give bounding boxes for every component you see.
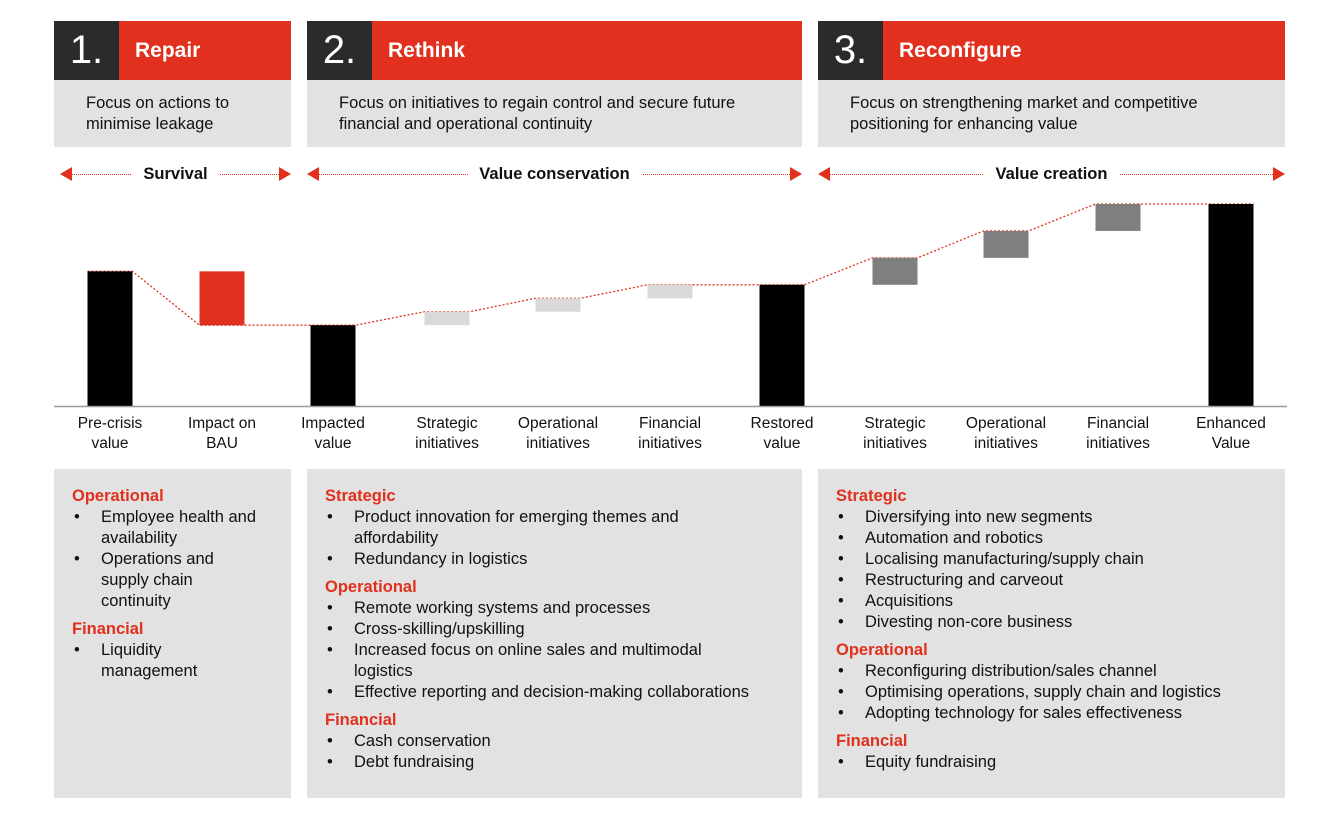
list-item [325, 619, 802, 640]
waterfall-bar [1209, 204, 1254, 406]
list-item-line: • Diversifying into new segments [865, 508, 1093, 526]
phase-description: Focus on initiatives to regain control and secure future financial and operational continuity [307, 80, 802, 147]
list-item-line: • Redundancy in logistics [354, 550, 528, 568]
list-section [836, 640, 1285, 724]
category-label-line: value [314, 435, 352, 452]
list-panel-repair [54, 469, 291, 798]
category-label [50, 414, 170, 454]
waterfall-connector-line [88, 204, 1254, 325]
list-item [836, 570, 1285, 591]
waterfall-bar [984, 231, 1029, 258]
list-item-line: • Operations and [101, 550, 214, 568]
list-item [836, 549, 1285, 570]
category-label-line: value [763, 435, 801, 452]
list-item-line: • Equity fundraising [865, 753, 997, 771]
list-panel-rethink [307, 469, 802, 798]
stage-arrow-value-creation [818, 162, 1285, 186]
section-heading: Operational [325, 578, 417, 596]
list-item-line: • Effective reporting and decision-making collaborations [354, 683, 750, 701]
waterfall-bar [88, 271, 133, 406]
list-item [325, 752, 802, 773]
category-label [273, 414, 393, 454]
section-heading: Financial [325, 711, 397, 729]
list-item-line: logistics [354, 662, 413, 680]
category-label-line: Value [1211, 435, 1251, 452]
category-label-line: initiatives [1086, 435, 1150, 452]
category-label [610, 414, 730, 454]
list-item-line: • Product innovation for emerging themes and [354, 508, 679, 526]
list-item [836, 661, 1285, 682]
list-panel-reconfigure [818, 469, 1285, 798]
bullet-list [836, 661, 1285, 724]
category-label [1171, 414, 1291, 454]
section-heading: Strategic [836, 487, 907, 505]
bullet-list [325, 598, 802, 703]
section-heading: Operational [72, 487, 164, 505]
bullet-list [325, 731, 802, 773]
category-label-line: initiatives [863, 435, 927, 452]
list-section [836, 486, 1285, 633]
bullet-list [836, 507, 1285, 633]
category-label-line: Financial [638, 415, 702, 432]
category-label-line: BAU [206, 435, 238, 452]
waterfall-bar [873, 258, 918, 285]
phase-title: Repair [135, 39, 201, 62]
list-item-line: continuity [101, 592, 171, 610]
arrow-left-icon [307, 167, 319, 181]
category-label-line: Operational [517, 415, 599, 432]
list-item [72, 549, 291, 612]
bullet-list [325, 507, 802, 570]
list-item [836, 612, 1285, 633]
list-section [325, 486, 802, 570]
list-item-line: availability [101, 529, 178, 547]
category-label [162, 414, 282, 454]
list-item-line: • Automation and robotics [865, 529, 1043, 547]
list-item [72, 507, 291, 549]
stage-arrow-survival [60, 162, 291, 186]
section-heading: Financial [836, 732, 908, 750]
category-label-line: Pre-crisis [77, 415, 143, 432]
arrow-right-icon [790, 167, 802, 181]
list-item [325, 682, 802, 703]
list-item-line: • Liquidity [101, 641, 162, 659]
waterfall-bar [760, 285, 805, 406]
stage-label: Survival [131, 162, 219, 186]
waterfall-bar [425, 312, 470, 325]
list-item [836, 682, 1285, 703]
waterfall-bar [536, 298, 581, 311]
phase-description: Focus on strengthening market and competitive positioning for enhancing value [818, 80, 1285, 147]
list-item-line: • Remote working systems and processes [354, 599, 651, 617]
list-item-line: • Cross-skilling/upskilling [354, 620, 525, 638]
waterfall-bar [311, 325, 356, 406]
list-section [72, 619, 291, 682]
list-section [72, 486, 291, 612]
list-item [325, 640, 802, 682]
list-item [836, 528, 1285, 549]
category-label-line: Impacted [301, 415, 365, 432]
arrow-left-icon [60, 167, 72, 181]
category-label-line: Strategic [864, 415, 926, 432]
list-item-line: • Optimising operations, supply chain and logistics [865, 683, 1221, 701]
category-label [722, 414, 842, 454]
list-item [836, 507, 1285, 528]
list-item-line: • Acquisitions [865, 592, 954, 610]
stage-label: Value conservation [467, 162, 641, 186]
list-item [836, 591, 1285, 612]
phase-header-reconfigure [818, 21, 1285, 80]
list-section [325, 577, 802, 703]
phase-header-rethink [307, 21, 802, 80]
section-heading: Operational [836, 641, 928, 659]
list-item-line: management [101, 662, 198, 680]
section-heading: Financial [72, 620, 144, 638]
list-item-line: • Cash conservation [354, 732, 491, 750]
list-section [325, 710, 802, 773]
list-item-line: affordability [354, 529, 439, 547]
waterfall-bar [648, 285, 693, 298]
category-label-line: Impact on [187, 415, 257, 432]
list-item [72, 640, 291, 682]
arrow-right-icon [1273, 167, 1285, 181]
list-item [836, 703, 1285, 724]
arrow-right-icon [279, 167, 291, 181]
list-item [325, 731, 802, 752]
stage-arrow-value-conservation [307, 162, 802, 186]
stage-label: Value creation [984, 162, 1120, 186]
arrow-left-icon [818, 167, 830, 181]
bullet-list [72, 640, 291, 682]
category-label-line: Restored [750, 415, 814, 432]
category-label-line: Operational [965, 415, 1047, 432]
list-item [325, 507, 802, 549]
phase-number: 2. [307, 21, 372, 80]
list-item-line: • Localising manufacturing/supply chain [865, 550, 1144, 568]
list-item-line: • Debt fundraising [354, 753, 475, 771]
category-label-line: initiatives [526, 435, 590, 452]
list-item-line: • Adopting technology for sales effectiveness [865, 704, 1183, 722]
category-label-line: Enhanced [1196, 415, 1266, 432]
bullet-list [72, 507, 291, 612]
category-label-line: initiatives [638, 435, 702, 452]
list-item-line: • Divesting non-core business [865, 613, 1073, 631]
category-label-line: initiatives [974, 435, 1038, 452]
waterfall-bar [1096, 204, 1141, 231]
phase-description: Focus on actions to minimise leakage [54, 80, 291, 147]
category-label [387, 414, 507, 454]
list-item [836, 752, 1285, 773]
waterfall-bar [200, 271, 245, 325]
phase-number: 1. [54, 21, 119, 80]
list-item-line: • Reconfiguring distribution/sales channel [865, 662, 1157, 680]
category-label-line: Financial [1086, 415, 1150, 432]
list-item [325, 549, 802, 570]
category-label [946, 414, 1066, 454]
category-label [498, 414, 618, 454]
waterfall-chart [0, 190, 1340, 412]
category-label-line: value [91, 435, 129, 452]
phase-title: Rethink [388, 39, 466, 62]
list-item-line: supply chain [101, 571, 193, 589]
phase-header-repair [54, 21, 291, 80]
list-item [325, 598, 802, 619]
category-label-line: initiatives [415, 435, 479, 452]
category-label [835, 414, 955, 454]
bullet-list [836, 752, 1285, 773]
category-label [1058, 414, 1178, 454]
list-item-line: • Restructuring and carveout [865, 571, 1064, 589]
phase-number: 3. [818, 21, 883, 80]
phase-title: Reconfigure [899, 39, 1022, 62]
section-heading: Strategic [325, 487, 396, 505]
list-item-line: • Increased focus on online sales and multimodal [354, 641, 702, 659]
category-label-line: Strategic [416, 415, 478, 432]
list-item-line: • Employee health and [101, 508, 257, 526]
list-section [836, 731, 1285, 773]
